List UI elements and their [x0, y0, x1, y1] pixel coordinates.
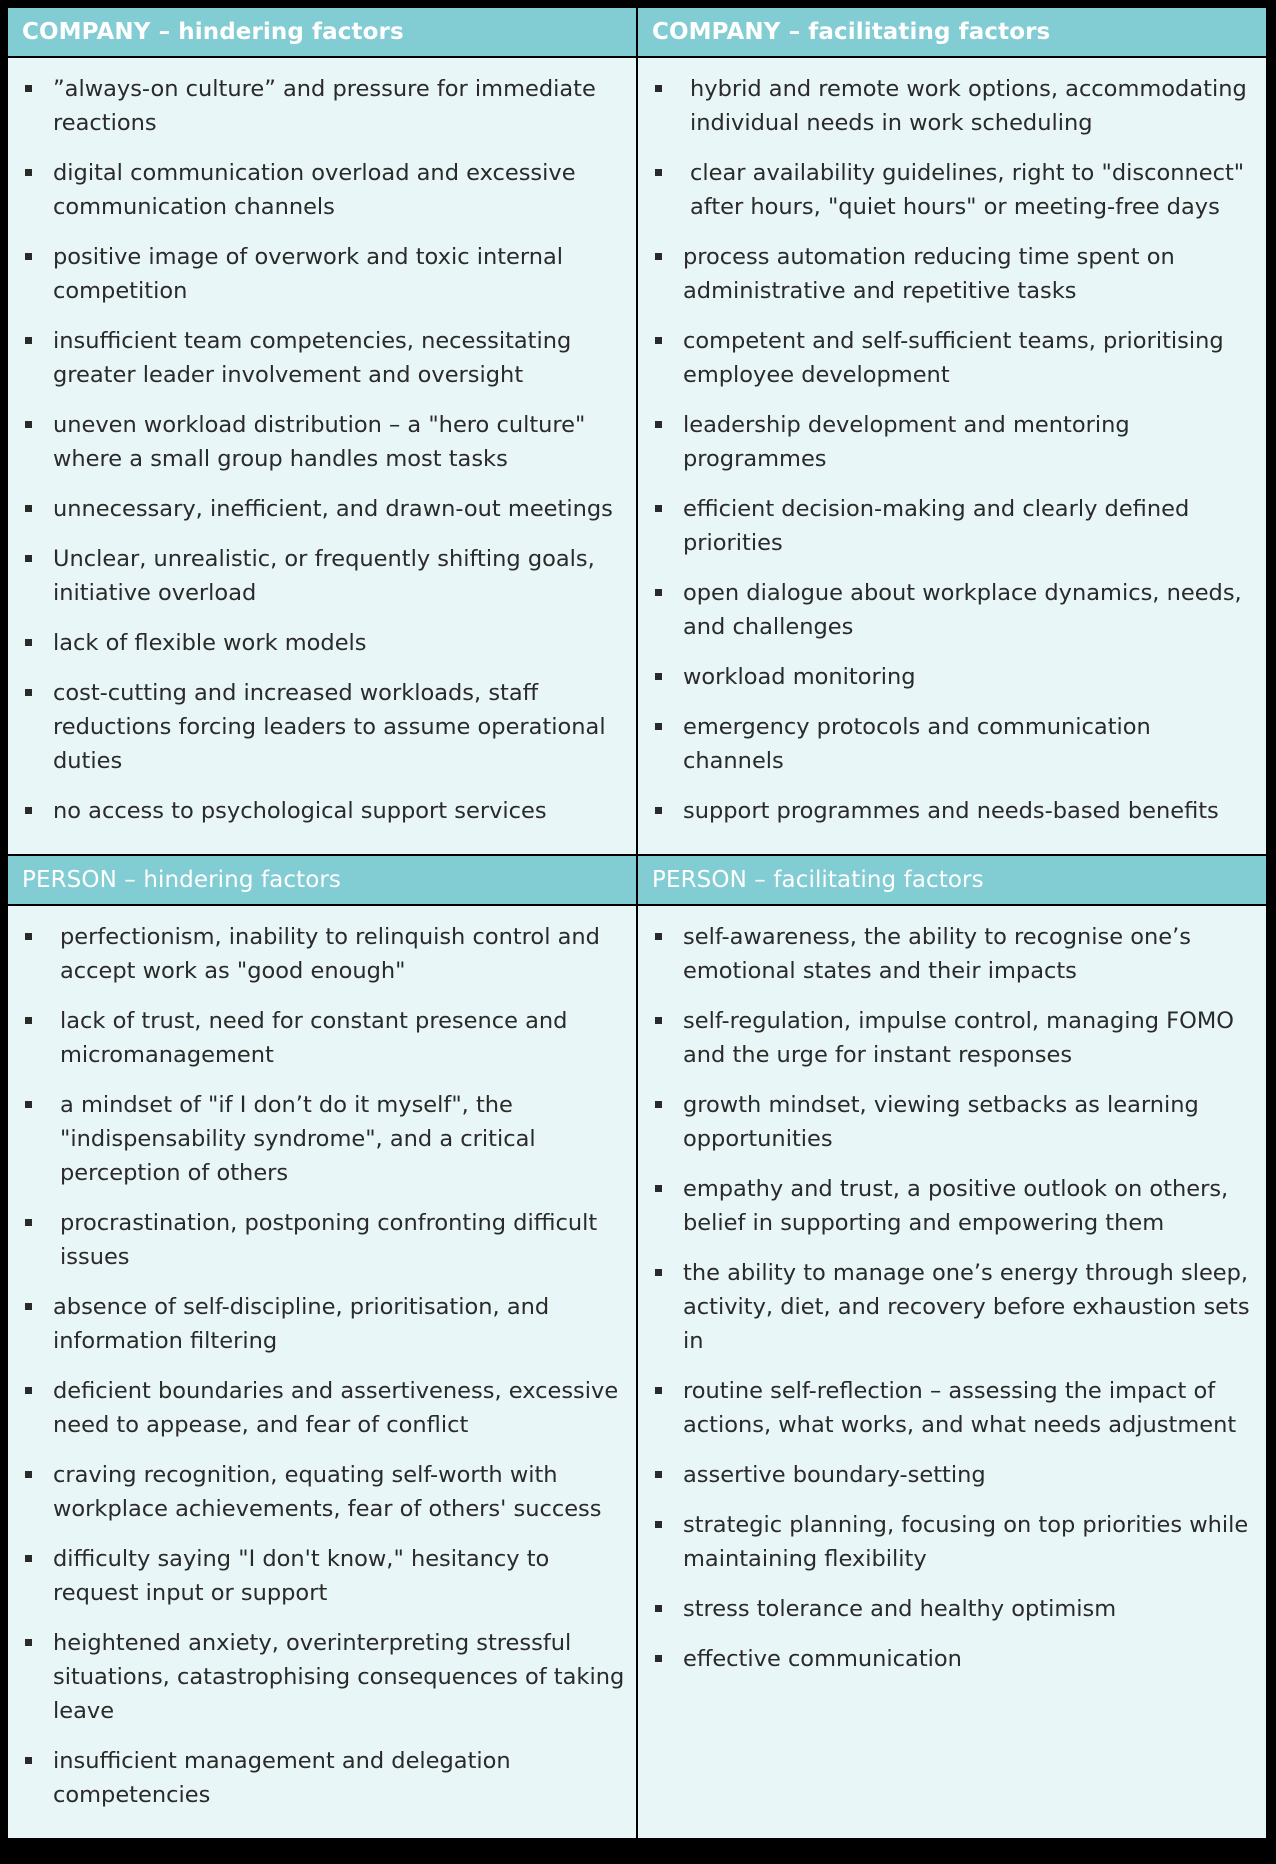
square-bullet-icon: [655, 337, 662, 344]
square-bullet-icon: [655, 1521, 662, 1528]
person-facilitating-header: PERSON – facilitating factors: [638, 856, 1266, 904]
list-item: perfectionism, inability to relinquish control and accept work as "good enough": [22, 920, 626, 988]
list-item: a mindset of "if I don’t do it myself", the "indispensability syndrome", and a critical perception of others: [22, 1088, 626, 1190]
square-bullet-icon: [655, 1101, 662, 1108]
square-bullet-icon: [655, 505, 662, 512]
company-hindering-header: COMPANY – hindering factors: [8, 8, 636, 56]
square-bullet-icon: [25, 1555, 32, 1562]
list-item: effective communication: [652, 1642, 1256, 1676]
list-item: self-awareness, the ability to recognise one’s emotional states and their impacts: [652, 920, 1256, 988]
square-bullet-icon: [655, 1017, 662, 1024]
company-facilitating-header: COMPANY – facilitating factors: [638, 8, 1266, 56]
list-item: process automation reducing time spent on administrative and repetitive tasks: [652, 240, 1256, 308]
list-item: difficulty saying "I don't know," hesitancy to request input or support: [22, 1542, 626, 1610]
list-item: deficient boundaries and assertiveness, excessive need to appease, and fear of conflict: [22, 1374, 626, 1442]
list-item: hybrid and remote work options, accommodating individual needs in work scheduling: [652, 72, 1256, 140]
list-item: emergency protocols and communication channels: [652, 710, 1256, 778]
square-bullet-icon: [25, 1387, 32, 1394]
list-item: workload monitoring: [652, 660, 1256, 694]
list-item: heightened anxiety, overinterpreting stressful situations, catastrophising consequences of taking leave: [22, 1626, 626, 1728]
square-bullet-icon: [25, 505, 32, 512]
list-item: absence of self-discipline, prioritisation, and information filtering: [22, 1290, 626, 1358]
square-bullet-icon: [655, 85, 662, 92]
square-bullet-icon: [25, 933, 32, 940]
list-item: empathy and trust, a positive outlook on others, belief in supporting and empowering them: [652, 1172, 1256, 1240]
square-bullet-icon: [25, 337, 32, 344]
list-item: competent and self-sufficient teams, prioritising employee development: [652, 324, 1256, 392]
square-bullet-icon: [655, 589, 662, 596]
person-hindering-list: [22, 920, 626, 1812]
company-hindering-cell: [8, 58, 636, 854]
company-facilitating-cell: [638, 58, 1266, 854]
list-item: positive image of overwork and toxic internal competition: [22, 240, 626, 308]
square-bullet-icon: [25, 169, 32, 176]
square-bullet-icon: [25, 1303, 32, 1310]
square-bullet-icon: [655, 933, 662, 940]
list-item: craving recognition, equating self-worth with workplace achievements, fear of others' success: [22, 1458, 626, 1526]
square-bullet-icon: [655, 1471, 662, 1478]
list-item: the ability to manage one’s energy through sleep, activity, diet, and recovery before exhaustion sets in: [652, 1256, 1256, 1358]
list-item: assertive boundary-setting: [652, 1458, 1256, 1492]
square-bullet-icon: [25, 1471, 32, 1478]
list-item: lack of trust, need for constant presence and micromanagement: [22, 1004, 626, 1072]
person-facilitating-cell: [638, 906, 1266, 1838]
company-facilitating-list: [652, 72, 1256, 828]
list-item: support programmes and needs-based benefits: [652, 794, 1256, 828]
list-item: self-regulation, impulse control, managing FOMO and the urge for instant responses: [652, 1004, 1256, 1072]
square-bullet-icon: [25, 555, 32, 562]
square-bullet-icon: [655, 1269, 662, 1276]
list-item: unnecessary, inefficient, and drawn-out meetings: [22, 492, 626, 526]
list-item: no access to psychological support services: [22, 794, 626, 828]
square-bullet-icon: [25, 85, 32, 92]
list-item: procrastination, postponing confronting difficult issues: [22, 1206, 626, 1274]
square-bullet-icon: [655, 421, 662, 428]
list-item: digital communication overload and excessive communication channels: [22, 156, 626, 224]
square-bullet-icon: [655, 253, 662, 260]
list-item: insufficient management and delegation competencies: [22, 1744, 626, 1812]
square-bullet-icon: [25, 1101, 32, 1108]
factors-table: [8, 8, 1266, 1836]
list-item: clear availability guidelines, right to "disconnect" after hours, "quiet hours" or meeting-free days: [652, 156, 1256, 224]
person-facilitating-list: [652, 920, 1256, 1676]
list-item: routine self-reflection – assessing the impact of actions, what works, and what needs adjustment: [652, 1374, 1256, 1442]
list-item: open dialogue about workplace dynamics, needs, and challenges: [652, 576, 1256, 644]
square-bullet-icon: [655, 1185, 662, 1192]
list-item: strategic planning, focusing on top priorities while maintaining flexibility: [652, 1508, 1256, 1576]
list-item: Unclear, unrealistic, or frequently shifting goals, initiative overload: [22, 542, 626, 610]
square-bullet-icon: [25, 1639, 32, 1646]
list-item: cost-cutting and increased workloads, staff reductions forcing leaders to assume operational duties: [22, 676, 626, 778]
square-bullet-icon: [655, 1387, 662, 1394]
list-item: growth mindset, viewing setbacks as learning opportunities: [652, 1088, 1256, 1156]
list-item: stress tolerance and healthy optimism: [652, 1592, 1256, 1626]
square-bullet-icon: [25, 807, 32, 814]
square-bullet-icon: [25, 1219, 32, 1226]
list-item: uneven workload distribution – a "hero culture" where a small group handles most tasks: [22, 408, 626, 476]
person-hindering-cell: [8, 906, 636, 1838]
list-item: ”always-on culture” and pressure for immediate reactions: [22, 72, 626, 140]
square-bullet-icon: [25, 1757, 32, 1764]
square-bullet-icon: [655, 723, 662, 730]
square-bullet-icon: [655, 673, 662, 680]
square-bullet-icon: [655, 1655, 662, 1662]
square-bullet-icon: [655, 1605, 662, 1612]
list-item: leadership development and mentoring programmes: [652, 408, 1256, 476]
square-bullet-icon: [25, 1017, 32, 1024]
square-bullet-icon: [25, 421, 32, 428]
person-hindering-header: PERSON – hindering factors: [8, 856, 636, 904]
list-item: efficient decision-making and clearly defined priorities: [652, 492, 1256, 560]
square-bullet-icon: [25, 253, 32, 260]
square-bullet-icon: [25, 689, 32, 696]
square-bullet-icon: [25, 639, 32, 646]
list-item: insufficient team competencies, necessitating greater leader involvement and oversight: [22, 324, 626, 392]
company-hindering-list: [22, 72, 626, 828]
list-item: lack of flexible work models: [22, 626, 626, 660]
square-bullet-icon: [655, 169, 662, 176]
square-bullet-icon: [655, 807, 662, 814]
